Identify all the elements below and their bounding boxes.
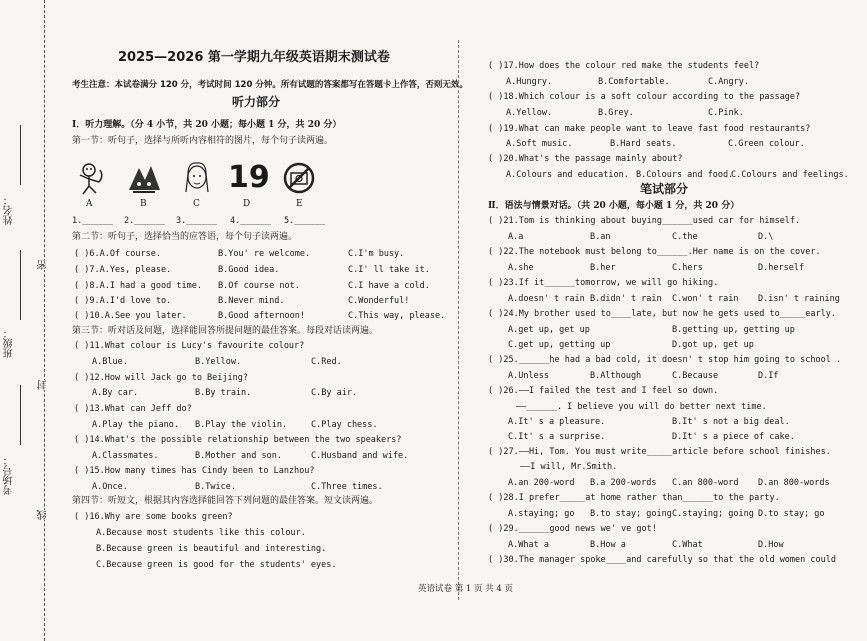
question-18-option-b: B.Grey. [598,108,634,118]
question-20-option-b: B.Colours and food. [636,170,734,180]
question-10: ( )10.A.See you later. [74,311,187,321]
answer-blank-5[interactable]: 5.______ [284,216,325,226]
question-16: ( )16.Why are some books green? [74,512,233,522]
section4-instruction: 第四节：听短文，根据其内容选择能回答下列问题的最佳答案。短文读两遍。 [72,496,379,506]
question-8-option-b: B.Of course not. [218,281,300,291]
question-7-option-c: C.I' ll take it. [348,265,430,275]
section3-instruction: 第三节：听对话及问题，选择能回答所提问题的最佳答案。每段对话读两遍。 [72,326,379,336]
question-25-option-c: C.Because [672,371,719,381]
question-12: ( )12.How will Jack go to Beijing? [74,373,248,383]
question-21: ( )21.Tom is thinking about buying______used car for himself. [488,216,801,226]
question-11-option-a: A.Blue. [92,357,128,367]
question-26-option-c: C.It' s a surprise. [508,432,606,442]
question-12-option-b: B.By train. [195,388,252,398]
question-23: ( )23.If it______tomorrow, we will go hiking. [488,278,719,288]
question-23-option-b: B.didn' t rain [590,294,662,304]
question-24: ( )24.My brother used to____late, but now he gets used to_____early. [488,309,836,319]
question-6-option-c: C.I'm busy. [348,249,405,259]
section2-instruction: 第二节：听句子，选择恰当的应答语，每个句子读两遍。 [72,232,298,242]
room-label: 考场号： [4,455,15,495]
question-18-option-c: C.Pink. [708,108,744,118]
question-7: ( )7.A.Yes, please. [74,265,172,275]
column-divider [458,40,459,600]
question-15-option-a: A.Once. [92,482,128,492]
question-16-option-b: B.Because green is beautiful and interesting. [96,544,327,554]
question-29-option-a: A.What a [508,540,549,550]
question-29-option-c: C.What [672,540,703,550]
question-22-option-a: A.she [508,263,534,273]
question-28-option-a: A.staying; go [508,509,575,519]
question-10-option-b: B.Good afternoon! [218,311,305,321]
question-9: ( )9.A.I'd love to. [74,296,172,306]
mountain-camping-picture-icon [127,160,161,196]
question-17-option-c: C.Angry. [708,77,749,87]
seal-char-2: 封 [38,380,49,390]
question-17-option-a: A.Hungry. [506,77,553,87]
question-19-option-b: B.Hard seats. [610,139,677,149]
question-13-option-c: C.Play chess. [311,420,378,430]
girl-face-picture-icon [180,160,214,196]
written-part-title: Ⅱ．语法与情景对话。（共 20 小题，每小题 1 分，共 20 分） [488,201,740,211]
section1-instruction: 第一节：听句子，选择与所听内容相符的图片，每个句子读两遍。 [72,136,334,146]
question-29-option-b: B.How a [590,540,626,550]
question-26: ( )26.——I failed the test and I feel so down. [488,386,719,396]
question-28-option-d: D.to stay; go [758,509,825,519]
room-line [20,385,22,445]
question-20: ( )20.What's the passage mainly about? [488,154,683,164]
question-6: ( )6.A.Of course. [74,249,161,259]
margin-dashed-line [44,0,46,641]
question-27-option-c: C.an 800-word [672,478,739,488]
question-27-option-a: A.an 200-word [508,478,575,488]
written-heading: 笔试部分 [640,182,689,196]
question-25-option-d: D.If [758,371,779,381]
question-9-option-c: C.Wonderful! [348,296,410,306]
binding-margin [0,0,50,641]
class-line [20,250,22,320]
question-19-option-a: A.Soft music. [506,139,573,149]
question-11: ( )11.What colour is Lucy's favourite colour? [74,341,305,351]
exam-title: 2025—2026 第一学期九年级英语期末测试卷 [118,50,390,65]
listening-heading: 听力部分 [232,95,281,109]
question-16-option-a: A.Because most students like this colour. [96,528,306,538]
question-15-option-c: C.Three times. [311,482,383,492]
picture-letter-a: A [86,199,93,209]
question-7-option-b: B.Good idea. [218,265,280,275]
question-6-option-b: B.You' re welcome. [218,249,311,259]
question-24-option-b: B.getting up, getting up [672,325,795,335]
question-15: ( )15.How many times has Cindy been to Lanzhou? [74,466,315,476]
question-11-option-b: B.Yellow. [195,357,242,367]
question-22-option-b: B.her [590,263,616,273]
question-14: ( )14.What's the possible relationship between the two speakers? [74,435,402,445]
question-26-line-2: ——______. I believe you will do better next time. [516,402,767,412]
question-21-option-d: D.\ [758,232,774,242]
question-26-option-d: D.It' s a piece of cake. [672,432,795,442]
question-25-option-b: B.Although [590,371,642,381]
question-24-option-a: A.get up, get up [508,325,590,335]
picture-letter-e: E [296,199,303,209]
picture-letter-c: C [193,199,200,209]
name-label: 姓名： [4,195,15,225]
no-photo-sign-picture-icon [282,160,316,196]
question-30: ( )30.The manager spoke____and carefully so that the old women could [488,555,836,565]
answer-blank-3[interactable]: 3.______ [176,216,217,226]
question-13-option-b: B.Play the violin. [195,420,288,430]
question-13: ( )13.What can Jeff do? [74,404,192,414]
class-label: 班级： [4,328,15,358]
answer-blank-2[interactable]: 2.______ [124,216,165,226]
answer-blank-4[interactable]: 4.______ [230,216,271,226]
question-8-option-c: C.I have a cold. [348,281,430,291]
question-26-option-b: B.It' s not a big deal. [672,417,790,427]
question-27-option-d: D.an 800-words [758,478,830,488]
question-21-option-c: C.the [672,232,698,242]
exam-note: 考生注意：本试卷满分 120 分，考试时间 120 分钟。所有试题的答案都写在答题卡上作答，否则无效。 [72,80,468,90]
question-28: ( )28.I prefer_____at home rather than______to the party. [488,493,780,503]
question-22-option-c: C.hers [672,263,703,273]
picture-letter-d: D [243,199,251,209]
question-14-option-b: B.Mother and son. [195,451,282,461]
seal-char-1: 密 [38,260,49,270]
question-26-option-a: A.It' s a pleasure. [508,417,606,427]
picture-letter-b: B [140,199,147,209]
question-22: ( )22.The notebook must belong to______.Her name is on the cover. [488,247,821,257]
question-11-option-c: C.Red. [311,357,342,367]
question-17: ( )17.How does the colour red make the students feel? [488,61,760,71]
question-23-option-d: D.isn' t raining [758,294,840,304]
question-24-option-c: C.get up, getting up [508,340,611,350]
question-21-option-b: B.an [590,232,611,242]
question-28-option-c: C.staying; going [672,509,754,519]
question-27-option-b: B.a 200-words [590,478,657,488]
question-22-option-d: D.herself [758,263,805,273]
question-29: ( )29.______good news we' ve got! [488,524,657,534]
question-12-option-c: C.By air. [311,388,358,398]
question-19: ( )19.What can make people want to leave fast food restaurants? [488,124,811,134]
page-footer: 英语试卷 第 1 页 共 4 页 [418,584,514,594]
number-19-picture: 19 [228,160,270,195]
question-13-option-a: A.Play the piano. [92,420,179,430]
question-18-option-a: A.Yellow. [506,108,553,118]
question-29-option-d: D.How [758,540,784,550]
question-15-option-b: B.Twice. [195,482,236,492]
question-23-option-a: A.doesn' t rain [508,294,585,304]
seal-char-3: 线 [38,510,49,520]
name-line [20,125,22,185]
question-9-option-b: B.Never mind. [218,296,285,306]
question-25-option-a: A.Unless [508,371,549,381]
monkey-picture-icon [72,160,106,196]
question-25: ( )25.______he had a bad cold, it doesn' t stop him going to school . [488,355,842,365]
question-27-line-2: ——I will, Mr.Smith. [520,462,618,472]
question-18: ( )18.Which colour is a soft colour according to the passage? [488,92,801,102]
question-19-option-c: C.Green colour. [728,139,805,149]
answer-blank-1[interactable]: 1.______ [72,216,113,226]
question-17-option-b: B.Comfortable. [598,77,670,87]
question-28-option-b: B.to stay; going [590,509,672,519]
question-14-option-c: C.Husband and wife. [311,451,409,461]
question-8: ( )8.A.I had a good time. [74,281,202,291]
question-16-option-c: C.Because green is good for the students' eyes. [96,560,337,570]
question-21-option-a: A.a [508,232,524,242]
question-10-option-c: C.This way, please. [348,311,446,321]
question-12-option-a: A.By car. [92,388,139,398]
question-20-option-c: C.Colours and feelings. [731,170,849,180]
question-20-option-a: A.Colours and education. [506,170,629,180]
listening-part-title: Ⅰ．听力理解。（分 4 小节，共 20 小题；每小题 1 分，共 20 分） [72,120,342,130]
question-14-option-a: A.Classmates. [92,451,159,461]
question-27: ( )27.——Hi, Tom. You must write_____article before school finishes. [488,447,831,457]
question-24-option-d: D.got up, get up [672,340,754,350]
question-23-option-c: C.won' t rain [672,294,739,304]
